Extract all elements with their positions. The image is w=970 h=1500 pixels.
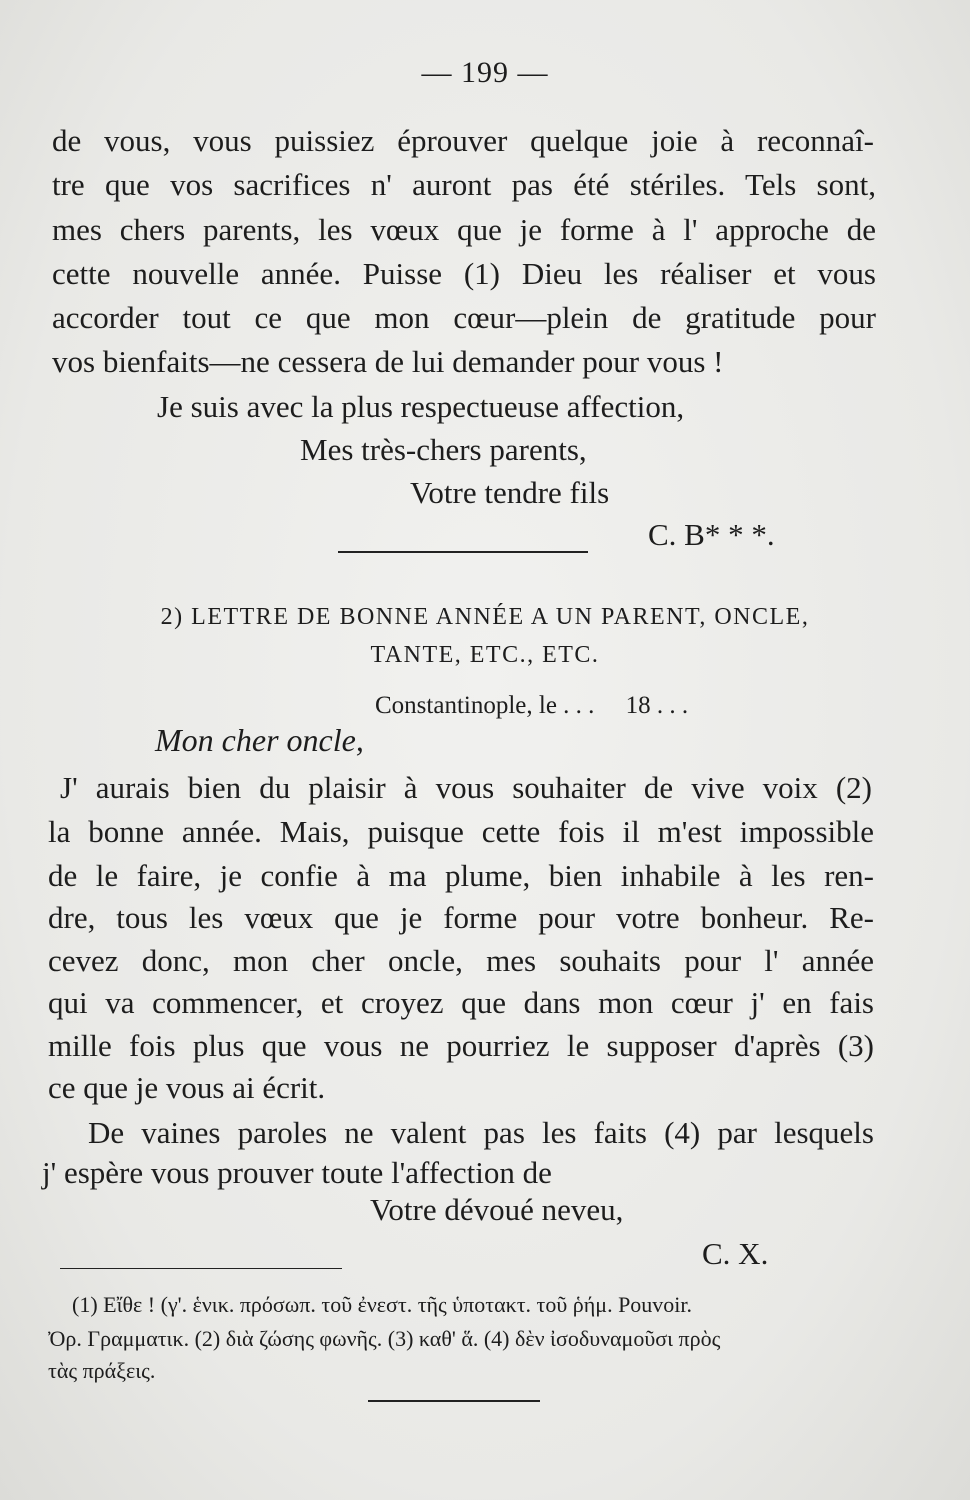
- text-line: ce que je vous ai écrit.: [48, 1070, 326, 1105]
- end-divider: [368, 1400, 540, 1402]
- text-line: mes chers parents, les vœux que je forme à l' approche de: [52, 212, 876, 247]
- text-line: vos bienfaits—ne cessera de lui demander pour vous !: [52, 344, 724, 379]
- footnote-rule: [60, 1268, 342, 1269]
- section-divider: [338, 551, 588, 553]
- letter2-title-line2: TANTE, ETC., ETC.: [370, 642, 600, 668]
- letter2-title-line1: 2) LETTRE DE BONNE ANNÉE A UN PARENT, ONCLE,: [160, 604, 810, 630]
- letter1-signature: C. B* * *.: [648, 517, 775, 552]
- text-line: J' aurais bien du plaisir à vous souhaiter de vive voix (2): [60, 770, 872, 805]
- text-line: dre, tous les vœux que je forme pour votre bonheur. Re-: [48, 900, 874, 935]
- text-line: tre que vos sacrifices n' auront pas été stériles. Tels sont,: [52, 167, 876, 202]
- text-line: de vous, vous puissiez éprouver quelque joie à reconnaî-: [52, 123, 874, 158]
- text-line: De vaines paroles ne valent pas les faits (4) par lesquels: [88, 1115, 874, 1150]
- text-line: j' espère vous prouver toute l'affection de: [42, 1155, 552, 1190]
- letter1-salutation: Mes très-chers parents,: [300, 432, 587, 467]
- text-line: la bonne année. Mais, puisque cette fois il m'est impossible: [48, 814, 874, 849]
- text-line: mille fois plus que vous ne pourriez le supposer d'après (3): [48, 1028, 874, 1063]
- footnote-line: τὰς πράξεις.: [48, 1358, 156, 1383]
- place-date-line: Constantinople, le . . . 18 . . .: [375, 692, 689, 719]
- letter2-signoff: Votre dévoué neveu,: [370, 1192, 624, 1227]
- text-line: cette nouvelle année. Puisse (1) Dieu les réaliser et vous: [52, 256, 876, 291]
- footnote-line: (1) Εἴθε ! (γ'. ἑνικ. πρόσωπ. τοῦ ἐνεστ. τῆς ὑποτακτ. τοῦ ῥήμ. Pouvoir.: [72, 1292, 693, 1317]
- letter2-signature: C. X.: [702, 1236, 769, 1271]
- text-line: cevez donc, mon cher oncle, mes souhaits pour l' année: [48, 943, 874, 978]
- text-line: accorder tout ce que mon cœur—plein de gratitude pour: [52, 300, 876, 335]
- letter1-signoff: Votre tendre fils: [410, 475, 610, 510]
- letter1-closing: Je suis avec la plus respectueuse affection,: [157, 389, 685, 424]
- letter2-greeting: Mon cher oncle,: [155, 722, 364, 758]
- footnote-line: Ὀρ. Γραμματικ. (2) διὰ ζώσης φωνῆς. (3) καθ' ἅ. (4) δὲν ἰσοδυναμοῦσι πρὸς: [48, 1326, 721, 1351]
- text-line: de le faire, je confie à ma plume, bien inhabile à les ren-: [48, 858, 874, 893]
- page-number: — 199 —: [421, 56, 549, 89]
- text-line: qui va commencer, et croyez que dans mon cœur j' en fais: [48, 985, 874, 1020]
